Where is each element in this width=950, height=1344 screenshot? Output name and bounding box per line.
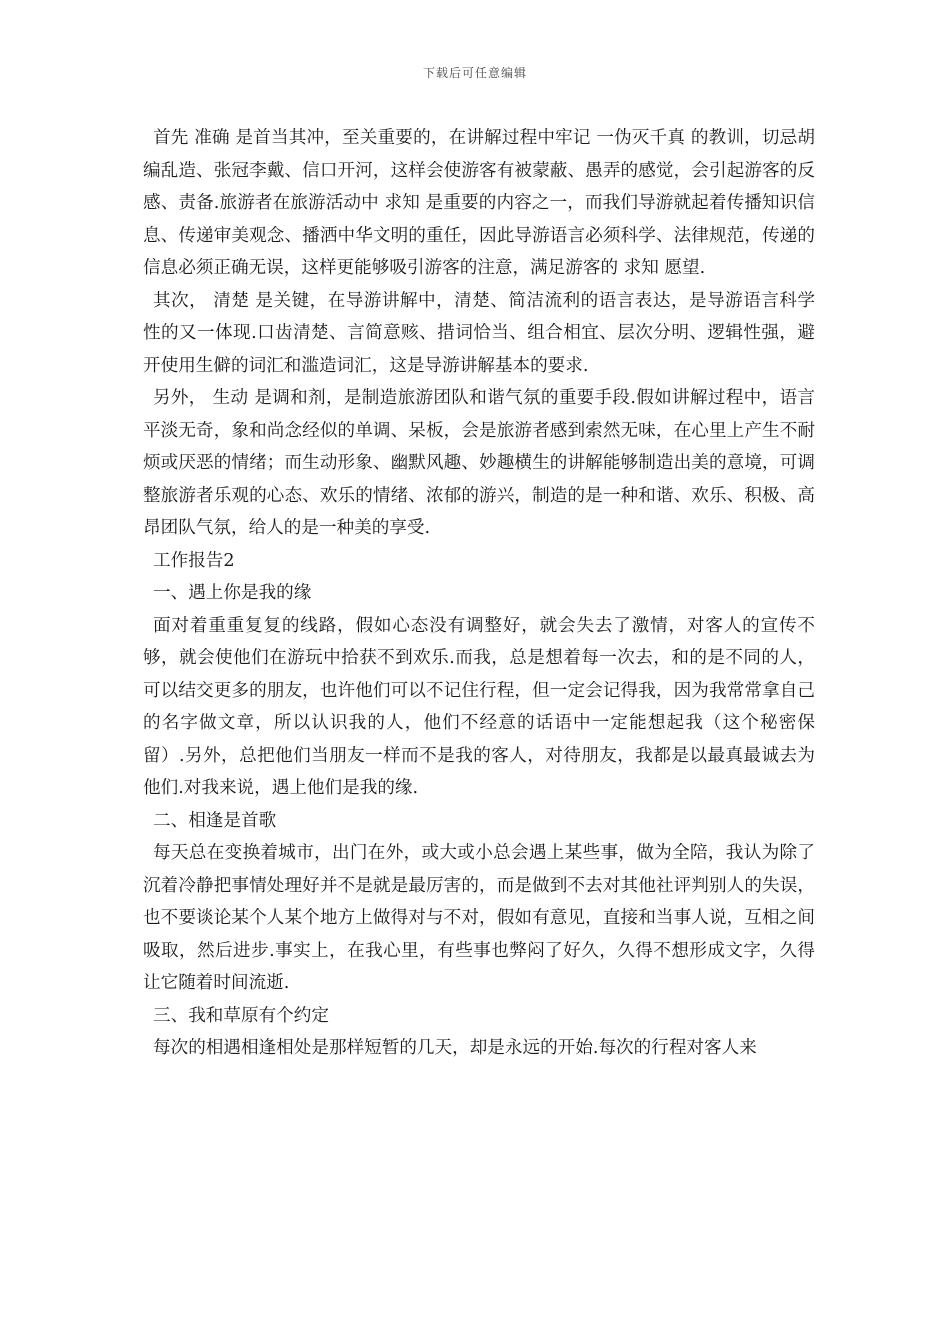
paragraph-clarity: 其次， 清楚 是关键，在导游讲解中，清楚、简洁流利的语言表达，是导游语言科学性的又一体现.口齿清楚、言简意赅、措词恰当、组合相宜、层次分明、逻辑性强，避开使用生僻的词汇和滥造词汇，这是导游讲解基本的要求. [143, 290, 815, 376]
heading-section-3: 三、我和草原有个约定 [153, 1005, 329, 1026]
paragraph-section-3: 每次的相遇相逢相处是那样短暂的几天，却是永远的开始.每次的行程对客人来 [153, 1038, 757, 1058]
page-header-note: 下载后可任意编辑 [422, 66, 527, 80]
paragraph-section-2: 每天总在变换着城市，出门在外，或大或小总会遇上某些事，做为全陪，我认为除了沉着冷静把事情处理好并不是就是最厉害的，而是做到不去对其他社评判别人的失误，也不要谈论某个人某个地方上做得对与不对，假如有意见，直接和当事人说，互相之间吸取，然后进步.事实上，在我心里，有些事也弊闷了好久，久得不想形成文字，久得让它随着时间流逝. [143, 843, 815, 993]
heading-section-1: 一、遇上你是我的缘 [153, 583, 312, 603]
section-title-report-2: 工作报告2 [153, 550, 235, 571]
paragraph-section-1: 面对着重重复复的线路，假如心态没有调整好，就会失去了激情，对客人的宣传不够，就会使他们在游玩中拾获不到欢乐.而我，总是想着每一次去，和的是不同的人，可以结交更多的朋友，也许他们可以不记住行程，但一定会记得我，因为我常常拿自己的名字做文章，所以认识我的人，他们不经意的话语中一定能想起我（这个秘密保留）.另外，总把他们当朋友一样而不是我的客人，对待朋友，我都是以最真最诚去为他们.对我来说，遇上他们是我的缘. [143, 615, 815, 798]
document-body [143, 122, 815, 1065]
paragraph-accuracy: 首先 准确 是首当其冲，至关重要的，在讲解过程中牢记 一伪灭千真 的教训，切忌胡编乱造、张冠李戴、信口开河，这样会使游客有被蒙蔽、愚弄的感觉，会引起游客的反感、责备.旅游者在旅游活动中 求知 是重要的内容之一，而我们导游就起着传播知识信息、传递审美观念、播洒中华文明的重任，因此导游语言必须科学、法律规范，传递的信息必须正确无误，这样更能够吸引游客的注意，满足游客的 求知 愿望. [143, 128, 815, 278]
paragraph-vividness: 另外， 生动 是调和剂，是制造旅游团队和谐气氛的重要手段.假如讲解过程中，语言平淡无奇，象和尚念经似的单调、呆板，会是旅游者感到索然无味，在心里上产生不耐烦或厌恶的情绪；而生动形象、幽默风趣、妙趣横生的讲解能够制造出美的意境，可调整旅游者乐观的心态、欢乐的情绪、浓郁的游兴，制造的是一种和谐、欢乐、积极、高昂团队气氛，给人的是一种美的享受. [143, 388, 815, 538]
heading-section-2: 二、相逢是首歌 [153, 810, 277, 831]
